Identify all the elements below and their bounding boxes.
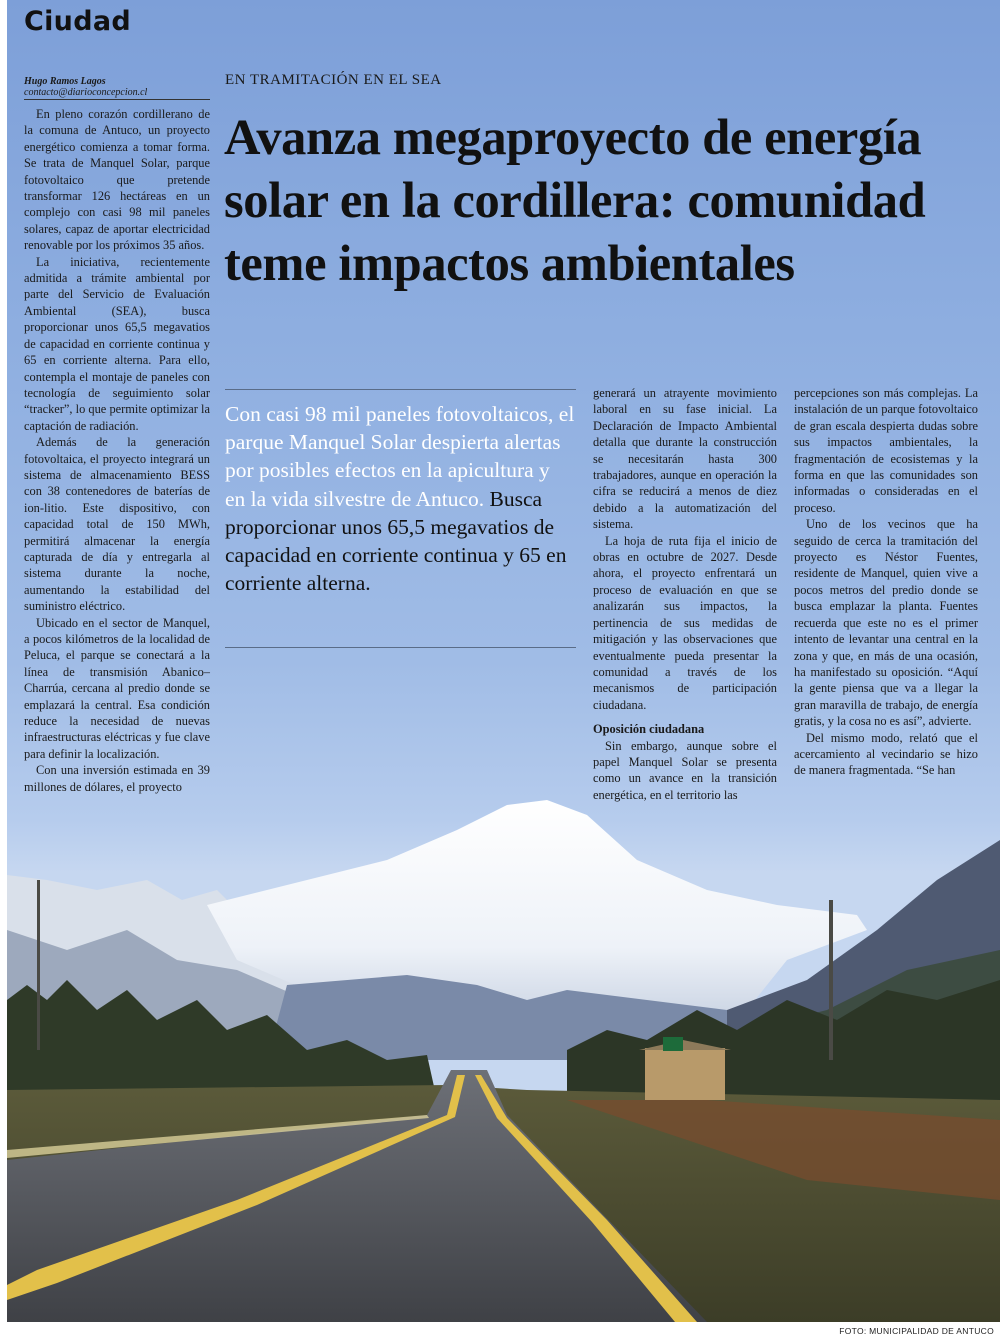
section-title: Ciudad [24, 6, 131, 37]
byline [24, 76, 214, 98]
headline [224, 106, 984, 295]
byline-author: Hugo Ramos Lagos [24, 76, 106, 87]
body-paragraph: En pleno corazón cordillerano de la comuna de Antuco, un proyecto energético comienza a tomar forma. Se trata de Manquel Solar, parque fotovoltaico que pretende transformar 126 hectáreas en un complejo con casi 98 mil paneles solares, capaz de aportar electricidad renovable por los próximos 35 años. [24, 107, 210, 253]
summary-lead: Con casi 98 mil paneles fotovoltaicos, el parque Manquel Solar despierta alertas por posibles efectos en la apicultura y en la vida silvestre de Antuco. [225, 402, 575, 511]
body-column-3 [794, 385, 978, 779]
body-paragraph: Ubicado en el sector de Manquel, a pocos kilómetros de la localidad de Peluca, el parque se conectará a la línea de transmisión Abanico–Charrúa, cercana al predio donde se emplazará la central. Esa condición reduce la necesidad de nuevas infraestructuras eléctricas y fue clave para definir la localización. [24, 615, 210, 761]
byline-email[interactable]: contacto@diarioconcepcion.cl [24, 87, 148, 98]
summary-rest: Busca proporcionar unos 65,5 megavatios de capacidad en corriente continua y 65 en corriente alterna. [225, 486, 567, 596]
body-paragraph: Además de la generación fotovoltaica, el proyecto integrará un sistema de almacenamiento BESS con 38 contenedores de baterías de ion-litio. Este dispositivo, con capacidad total de 150 MWh, permitirá almacenar la energía capturada de día y entregarla al sistema durante la noche, aumentando la estabilidad del suministro eléctrico. [24, 435, 210, 614]
body-column-1 [24, 106, 210, 795]
headline-bold-2: comunidad teme impactos ambientales [224, 172, 926, 291]
headline-regular: de energía solar en la cordillera: [224, 109, 922, 228]
subhead: Oposición ciudadana [593, 722, 705, 737]
volcano [207, 800, 867, 1010]
body-paragraph: Uno de los vecinos que ha seguido de cerca la tramitación del proyecto es Néstor Fuentes, residente de Manquel, quien vive a pocos metros del predio donde se busca emplazar la planta. Fuentes recuerda que este no es el primer intento de levantar una central en la zona y que, en más de una ocasión, ha manifestado su oposición. “Aquí la gente piensa que va a llegar la gran maravilla de trabajo, de energía gratis, y la cosa no es así”, advierte. [794, 517, 978, 729]
photo-credit: FOTO: MUNICIPALIDAD DE ANTUCO [839, 1326, 994, 1336]
body-column-2 [593, 385, 777, 803]
body-paragraph: percepciones son más complejas. La instalación de un parque fotovoltaico de gran escala despierta dudas sobre sus impactos ambientales, la fragmentación de ecosistemas y la forma en que las comunidades son informadas o consideradas en el proceso. [794, 386, 978, 515]
summary-bottom-rule [225, 647, 576, 648]
body-paragraph: La iniciativa, recientemente admitida a trámite ambiental por parte del Servicio de Evaluación Ambiental (SEA), busca proporcionar unos 65,5 megavatios de capacidad en corriente continua y 65 en corriente alterna. Para ello, contempla el montaje de paneles con tecnología de seguimiento solar “tracker”, lo que permite optimizar la captación de radiación. [24, 254, 210, 433]
summary-top-rule [225, 389, 576, 390]
byline-divider [24, 99, 210, 100]
headline-bold-1: Avanza megaproyecto [224, 109, 690, 165]
body-paragraph: generará un atrayente movimiento laboral en su fase inicial. La Declaración de Impacto Ambiental detalla que durante la construcción se necesitarán hasta 300 trabajadores, aunque en operación la cifra se reducirá a menos de diez debido a la automatización del sistema. [593, 386, 777, 532]
body-paragraph: Sin embargo, aunque sobre el papel Manquel Solar se presenta como un avance en la transición energética, en el territorio las [593, 738, 777, 802]
shed [645, 1048, 725, 1100]
body-paragraph: La hoja de ruta fija el inicio de obras en octubre de 2027. Desde ahora, el proyecto enfrentará un proceso de evaluación en que se analizarán sus impactos, la pertinencia de sus medidas de mitigación y las observaciones que eventualmente pueda presentar la comunidad a través de los mecanismos de participación ciudadana. [593, 533, 777, 712]
kicker: EN TRAMITACIÓN EN EL SEA [225, 72, 442, 88]
summary [225, 400, 575, 597]
body-paragraph: Del mismo modo, relató que el acercamiento al vecindario se hizo de manera fragmentada. “Se han [794, 730, 978, 778]
body-paragraph: Con una inversión estimada en 39 millones de dólares, el proyecto [24, 763, 210, 794]
